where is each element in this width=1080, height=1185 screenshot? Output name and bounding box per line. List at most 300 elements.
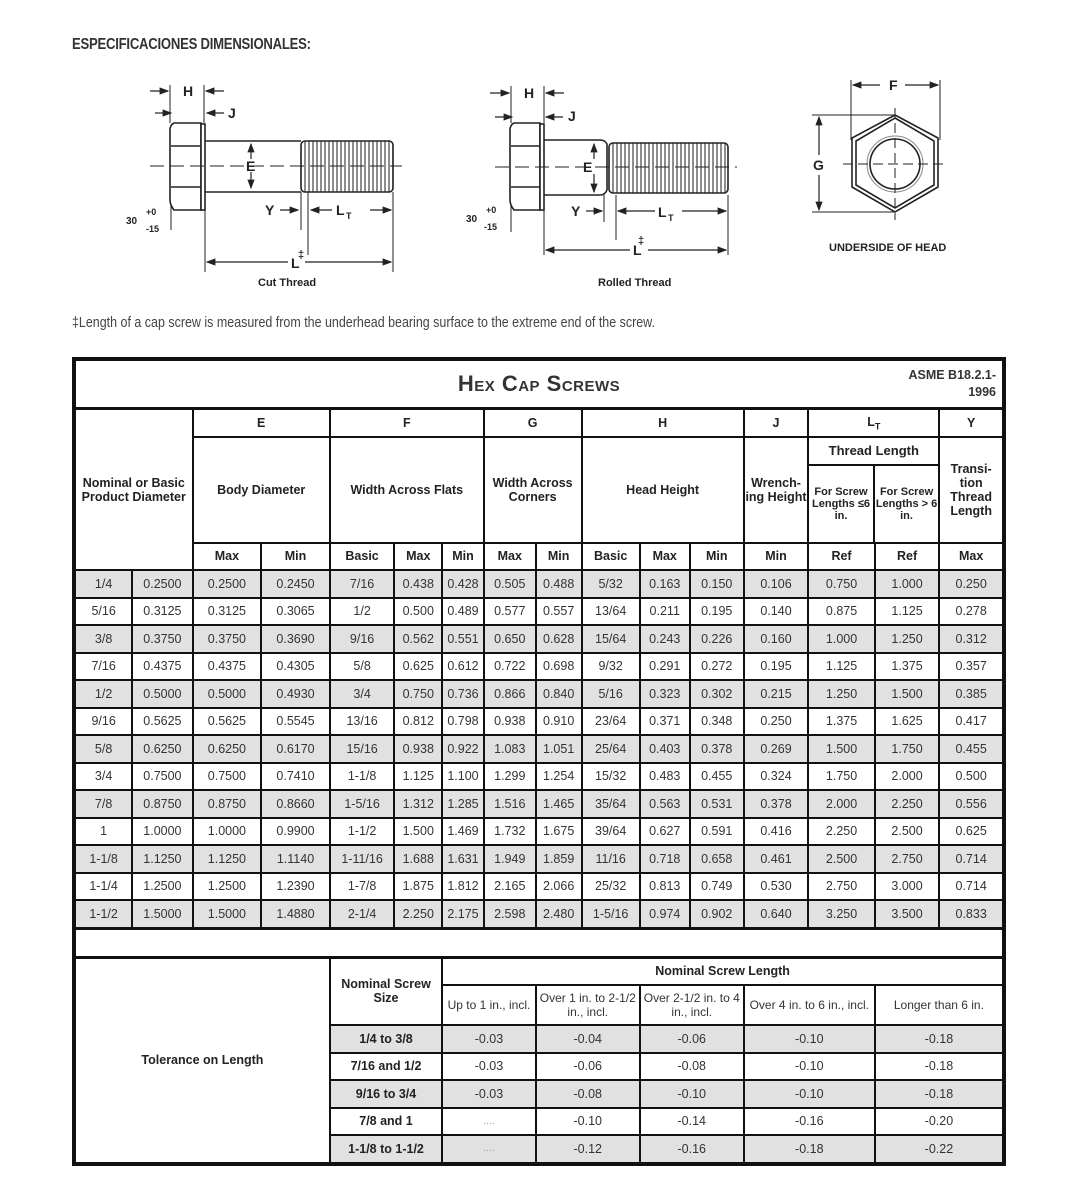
- table-cell: 7/8: [74, 790, 132, 818]
- table-cell: 0.8750: [132, 790, 192, 818]
- label-j: J: [228, 105, 236, 121]
- table-cell: 1-1/8: [330, 763, 394, 791]
- table-cell: 0.4375: [193, 653, 262, 681]
- table-cell: 0.3125: [132, 598, 192, 626]
- tolerance-length-column-header: Over 4 in. to 6 in., incl.: [744, 985, 875, 1025]
- table-cell: 1: [74, 818, 132, 846]
- table-cell: 1.250: [875, 625, 939, 653]
- header-head-height: Head Height: [582, 437, 744, 543]
- table-cell: 0.577: [484, 598, 536, 626]
- table-cell: 0.833: [939, 900, 1004, 928]
- table-cell: 1-5/16: [330, 790, 394, 818]
- table-cell: 1.625: [875, 708, 939, 736]
- table-cell: 1/2: [330, 598, 394, 626]
- label-lt: L: [336, 202, 345, 218]
- subheader-cell: Ref: [875, 543, 939, 571]
- length-footnote: ‡Length of a cap screw is measured from the underhead bearing surface to the extreme end of the screw.: [72, 315, 655, 331]
- table-cell: 5/8: [330, 653, 394, 681]
- table-cell: 0.5545: [261, 708, 330, 736]
- underside-caption: UNDERSIDE OF HEAD: [829, 242, 947, 254]
- table-row: [74, 845, 1004, 873]
- header-nominal-screw-size: Nominal Screw Size: [330, 957, 442, 1025]
- table-cell: 0.625: [394, 653, 442, 681]
- table-cell: 0.243: [640, 625, 690, 653]
- tolerance-value-cell: ....: [442, 1135, 536, 1164]
- table-cell: 0.8750: [193, 790, 262, 818]
- table-cell: 0.6250: [193, 735, 262, 763]
- tolerance-size-cell: 7/16 and 1/2: [330, 1053, 442, 1081]
- table-cell: 0.211: [640, 598, 690, 626]
- underside-of-head-drawing: [812, 80, 947, 220]
- table-cell: 2.250: [808, 818, 875, 846]
- header-thread-length-group: [808, 437, 939, 543]
- tolerance-value-cell: -0.06: [536, 1053, 640, 1081]
- header-for-gt6: For Screw Lengths > 6 in.: [875, 485, 938, 522]
- table-row: [74, 680, 1004, 708]
- table-cell: 25/32: [582, 873, 640, 901]
- tolerance-value-cell: -0.16: [640, 1135, 744, 1164]
- subheader-cell: Min: [442, 543, 484, 571]
- table-cell: 2.066: [536, 873, 582, 901]
- table-cell: 0.455: [939, 735, 1004, 763]
- header-letter-f: F: [330, 409, 484, 437]
- table-cell: 1.500: [808, 735, 875, 763]
- tolerance-value-cell: -0.18: [875, 1080, 1004, 1108]
- table-cell: 1.750: [875, 735, 939, 763]
- tolerance-length-column-header: Longer than 6 in.: [875, 985, 1004, 1025]
- subheader-cell: Basic: [582, 543, 640, 571]
- tolerance-value-cell: -0.18: [875, 1025, 1004, 1053]
- table-cell: 1.285: [442, 790, 484, 818]
- tolerance-value-cell: -0.10: [640, 1080, 744, 1108]
- table-cell: 0.640: [744, 900, 808, 928]
- table-cell: 0.714: [939, 845, 1004, 873]
- table-cell: 0.938: [394, 735, 442, 763]
- label-j: J: [568, 108, 576, 124]
- subheader-cell: Min: [690, 543, 744, 571]
- table-row: [74, 625, 1004, 653]
- label-dagger: ‡: [638, 235, 645, 247]
- table-cell: 9/16: [74, 708, 132, 736]
- subheader-cell: Max: [484, 543, 536, 571]
- label-tol-plus: +0: [146, 207, 157, 217]
- tolerance-value-cell: -0.04: [536, 1025, 640, 1053]
- cut-thread-drawing: [150, 85, 402, 272]
- table-cell: 1.2390: [261, 873, 330, 901]
- table-cell: 2.165: [484, 873, 536, 901]
- tolerance-value-cell: -0.22: [875, 1135, 1004, 1164]
- table-cell: 0.5000: [193, 680, 262, 708]
- tolerance-length-column-header: Up to 1 in., incl.: [442, 985, 536, 1025]
- table-cell: 0.9900: [261, 818, 330, 846]
- table-cell: 9/16: [330, 625, 394, 653]
- header-letter-h: H: [582, 409, 744, 437]
- label-f: F: [889, 77, 898, 93]
- header-for-le6: For Screw Lengths ≤6 in.: [809, 466, 875, 542]
- table-cell: 0.625: [939, 818, 1004, 846]
- table-cell: 1-1/2: [74, 900, 132, 928]
- table-cell: 23/64: [582, 708, 640, 736]
- table-cell: 1/2: [74, 680, 132, 708]
- table-cell: 0.7500: [132, 763, 192, 791]
- table-cell: 2.000: [808, 790, 875, 818]
- label-dagger: ‡: [298, 249, 305, 261]
- table-cell: 0.531: [690, 790, 744, 818]
- table-cell: 15/64: [582, 625, 640, 653]
- table-cell: 0.371: [640, 708, 690, 736]
- table-cell: 0.403: [640, 735, 690, 763]
- table-cell: 1.2500: [193, 873, 262, 901]
- table-cell: 0.428: [442, 570, 484, 598]
- table-cell: 0.5625: [193, 708, 262, 736]
- subheader-cell: Min: [536, 543, 582, 571]
- table-cell: 0.6170: [261, 735, 330, 763]
- tolerance-value-cell: -0.08: [640, 1053, 744, 1081]
- table-row: [74, 818, 1004, 846]
- table-cell: 1-1/4: [74, 873, 132, 901]
- table-cell: 0.718: [640, 845, 690, 873]
- table-cell: 1.000: [808, 625, 875, 653]
- table-cell: 2.500: [875, 818, 939, 846]
- table-row: [74, 570, 1004, 598]
- header-letter-lt: $L_T$: [808, 409, 939, 437]
- tolerance-value-cell: -0.10: [536, 1108, 640, 1136]
- label-angle: 30: [126, 216, 138, 227]
- table-cell: 0.140: [744, 598, 808, 626]
- table-cell: 0.5000: [132, 680, 192, 708]
- table-spacer: [74, 928, 1004, 957]
- table-cell: 0.250: [744, 708, 808, 736]
- table-row: [74, 900, 1004, 928]
- table-cell: 1-7/8: [330, 873, 394, 901]
- table-cell: 0.4930: [261, 680, 330, 708]
- table-cell: 2.598: [484, 900, 536, 928]
- label-y: Y: [265, 202, 275, 218]
- table-cell: 0.269: [744, 735, 808, 763]
- tolerance-value-cell: -0.10: [744, 1053, 875, 1081]
- table-cell: 0.840: [536, 680, 582, 708]
- header-letter-g: G: [484, 409, 582, 437]
- table-cell: 1-1/2: [330, 818, 394, 846]
- table-cell: 0.749: [690, 873, 744, 901]
- table-cell: 0.530: [744, 873, 808, 901]
- table-cell: 3/8: [74, 625, 132, 653]
- table-cell: 0.6250: [132, 735, 192, 763]
- rolled-thread-caption: Rolled Thread: [598, 277, 672, 289]
- label-e: E: [583, 159, 593, 175]
- table-cell: 2.750: [808, 873, 875, 901]
- table-cell: 1-11/16: [330, 845, 394, 873]
- table-row: [74, 790, 1004, 818]
- table-cell: 1.4880: [261, 900, 330, 928]
- table-cell: 0.323: [640, 680, 690, 708]
- table-cell: 0.902: [690, 900, 744, 928]
- tolerance-size-cell: 7/8 and 1: [330, 1108, 442, 1136]
- table-cell: 2.175: [442, 900, 484, 928]
- table-cell: 1.250: [808, 680, 875, 708]
- table-cell: 1.125: [808, 653, 875, 681]
- table-cell: 0.974: [640, 900, 690, 928]
- table-cell: 0.922: [442, 735, 484, 763]
- table-cell: 0.551: [442, 625, 484, 653]
- table-cell: 1.254: [536, 763, 582, 791]
- label-lt: L: [658, 204, 667, 220]
- table-cell: 3.000: [875, 873, 939, 901]
- tolerance-value-cell: -0.20: [875, 1108, 1004, 1136]
- table-cell: 0.378: [744, 790, 808, 818]
- subheader-cell: Basic: [330, 543, 394, 571]
- table-cell: 0.910: [536, 708, 582, 736]
- table-cell: 0.3750: [193, 625, 262, 653]
- tolerance-size-cell: 9/16 to 3/4: [330, 1080, 442, 1108]
- table-cell: 15/32: [582, 763, 640, 791]
- table-cell: 1.083: [484, 735, 536, 763]
- table-cell: 0.628: [536, 625, 582, 653]
- table-cell: 5/8: [74, 735, 132, 763]
- table-cell: 0.698: [536, 653, 582, 681]
- table-cell: 1.299: [484, 763, 536, 791]
- subheader-cell: Max: [939, 543, 1004, 571]
- table-cell: 1.500: [875, 680, 939, 708]
- label-h: H: [524, 85, 535, 101]
- table-cell: 0.438: [394, 570, 442, 598]
- table-cell: 0.7410: [261, 763, 330, 791]
- table-cell: 0.505: [484, 570, 536, 598]
- table-cell: 0.489: [442, 598, 484, 626]
- table-cell: 0.2450: [261, 570, 330, 598]
- table-cell: 0.500: [394, 598, 442, 626]
- label-y: Y: [571, 203, 581, 219]
- table-cell: 0.658: [690, 845, 744, 873]
- table-cell: 2.500: [808, 845, 875, 873]
- subheader-cell: Max: [640, 543, 690, 571]
- table-cell: 2.250: [394, 900, 442, 928]
- header-nominal: Nominal or Basic Product Diameter: [74, 409, 193, 571]
- header-letter-j: J: [744, 409, 808, 437]
- table-cell: 0.3125: [193, 598, 262, 626]
- table-cell: 7/16: [330, 570, 394, 598]
- table-cell: 0.461: [744, 845, 808, 873]
- tolerance-value-cell: -0.03: [442, 1025, 536, 1053]
- table-cell: 5/16: [74, 598, 132, 626]
- table-cell: 0.3065: [261, 598, 330, 626]
- table-cell: 0.385: [939, 680, 1004, 708]
- table-cell: 0.455: [690, 763, 744, 791]
- table-cell: 3.250: [808, 900, 875, 928]
- table-cell: 15/16: [330, 735, 394, 763]
- table-cell: 1.375: [875, 653, 939, 681]
- table-cell: 0.812: [394, 708, 442, 736]
- table-cell: 0.750: [394, 680, 442, 708]
- table-cell: 0.750: [808, 570, 875, 598]
- tolerance-value-cell: -0.18: [744, 1135, 875, 1164]
- table-cell: 1.0000: [132, 818, 192, 846]
- label-tol-minus: -15: [484, 222, 498, 232]
- tolerance-value-cell: -0.12: [536, 1135, 640, 1164]
- header-width-corners: Width Across Corners: [484, 437, 582, 543]
- table-cell: 0.2500: [193, 570, 262, 598]
- table-cell: 3.500: [875, 900, 939, 928]
- table-cell: 1.5000: [193, 900, 262, 928]
- table-cell: 0.650: [484, 625, 536, 653]
- table-cell: 1-1/8: [74, 845, 132, 873]
- table-cell: 1.312: [394, 790, 442, 818]
- table-cell: 5/16: [582, 680, 640, 708]
- tolerance-size-cell: 1-1/8 to 1-1/2: [330, 1135, 442, 1164]
- table-cell: 0.3690: [261, 625, 330, 653]
- table-cell: 0.612: [442, 653, 484, 681]
- table-title-cell: [74, 359, 1004, 409]
- dimension-drawings: [0, 70, 1080, 300]
- table-cell: 1.812: [442, 873, 484, 901]
- label-e: E: [246, 158, 256, 174]
- table-cell: 0.8660: [261, 790, 330, 818]
- label-l: L: [291, 255, 300, 271]
- table-cell: 2.250: [875, 790, 939, 818]
- table-row: [74, 708, 1004, 736]
- rolled-thread-drawing: [490, 86, 737, 255]
- table-cell: 0.106: [744, 570, 808, 598]
- subheader-cell: Max: [193, 543, 262, 571]
- table-cell: 0.215: [744, 680, 808, 708]
- table-cell: 7/16: [74, 653, 132, 681]
- table-cell: 2.750: [875, 845, 939, 873]
- table-cell: 0.163: [640, 570, 690, 598]
- standard-reference: ASME B18.2.1- 1996: [908, 368, 996, 399]
- table-cell: 1.675: [536, 818, 582, 846]
- tolerance-size-cell: 1/4 to 3/8: [330, 1025, 442, 1053]
- table-cell: 0.302: [690, 680, 744, 708]
- subheader-cell: Min: [744, 543, 808, 571]
- table-cell: 2-1/4: [330, 900, 394, 928]
- label-angle: 30: [466, 214, 478, 225]
- subheader-cell: Ref: [808, 543, 875, 571]
- label-tol-plus: +0: [486, 205, 497, 215]
- table-cell: 0.416: [744, 818, 808, 846]
- table-cell: 1.500: [394, 818, 442, 846]
- table-cell: 0.736: [442, 680, 484, 708]
- table-cell: 1.100: [442, 763, 484, 791]
- table-row: [74, 735, 1004, 763]
- table-cell: 0.324: [744, 763, 808, 791]
- table-cell: 0.798: [442, 708, 484, 736]
- cut-thread-caption: Cut Thread: [258, 277, 317, 289]
- label-lt-sub: T: [668, 213, 674, 223]
- table-cell: 1.000: [875, 570, 939, 598]
- table-cell: 0.4375: [132, 653, 192, 681]
- table-cell: 0.557: [536, 598, 582, 626]
- table-cell: 1.051: [536, 735, 582, 763]
- table-cell: 0.488: [536, 570, 582, 598]
- table-cell: 1.732: [484, 818, 536, 846]
- table-cell: 0.195: [744, 653, 808, 681]
- table-cell: 0.357: [939, 653, 1004, 681]
- table-cell: 1.2500: [132, 873, 192, 901]
- table-cell: 3/4: [74, 763, 132, 791]
- table-row: [74, 873, 1004, 901]
- table-cell: 0.4305: [261, 653, 330, 681]
- table-cell: 1.516: [484, 790, 536, 818]
- table-cell: 0.627: [640, 818, 690, 846]
- table-cell: 1.631: [442, 845, 484, 873]
- table-cell: 25/64: [582, 735, 640, 763]
- table-cell: 1.875: [394, 873, 442, 901]
- table-cell: 9/32: [582, 653, 640, 681]
- table-cell: 0.591: [690, 818, 744, 846]
- table-cell: 0.722: [484, 653, 536, 681]
- header-wrenching-height: Wrench-ing Height: [744, 437, 808, 543]
- table-cell: 0.278: [939, 598, 1004, 626]
- table-cell: 1.469: [442, 818, 484, 846]
- table-row: [74, 598, 1004, 626]
- table-cell: 13/16: [330, 708, 394, 736]
- table-cell: 0.195: [690, 598, 744, 626]
- table-cell: 1.465: [536, 790, 582, 818]
- table-cell: 1.125: [394, 763, 442, 791]
- table-cell: 1.1250: [193, 845, 262, 873]
- table-cell: 1.1140: [261, 845, 330, 873]
- table-cell: 0.483: [640, 763, 690, 791]
- table-cell: 0.348: [690, 708, 744, 736]
- table-cell: 1.5000: [132, 900, 192, 928]
- label-g: G: [813, 157, 824, 173]
- table-cell: 0.160: [744, 625, 808, 653]
- table-cell: 0.938: [484, 708, 536, 736]
- tolerance-value-cell: -0.18: [875, 1053, 1004, 1081]
- table-cell: 0.866: [484, 680, 536, 708]
- table-cell: 0.417: [939, 708, 1004, 736]
- tolerance-label: Tolerance on Length: [74, 957, 330, 1164]
- label-h: H: [183, 83, 194, 99]
- header-transition: Transi-tion Thread Length: [939, 437, 1004, 543]
- table-cell: 1.949: [484, 845, 536, 873]
- tolerance-length-column-header: Over 2-1/2 in. to 4 in., incl.: [640, 985, 744, 1025]
- table-cell: 0.3750: [132, 625, 192, 653]
- table-cell: 39/64: [582, 818, 640, 846]
- tolerance-value-cell: ....: [442, 1108, 536, 1136]
- table-cell: 1.125: [875, 598, 939, 626]
- table-cell: 0.500: [939, 763, 1004, 791]
- table-cell: 0.5625: [132, 708, 192, 736]
- table-row: [74, 653, 1004, 681]
- table-cell: 1.688: [394, 845, 442, 873]
- tolerance-value-cell: -0.16: [744, 1108, 875, 1136]
- table-cell: 0.250: [939, 570, 1004, 598]
- table-cell: 11/16: [582, 845, 640, 873]
- tolerance-value-cell: -0.03: [442, 1053, 536, 1081]
- table-cell: 0.562: [394, 625, 442, 653]
- hex-cap-screws-table: [72, 357, 1006, 1166]
- table-cell: 0.291: [640, 653, 690, 681]
- table-cell: 0.312: [939, 625, 1004, 653]
- table-row: [74, 763, 1004, 791]
- table-cell: 0.150: [690, 570, 744, 598]
- table-cell: 1.1250: [132, 845, 192, 873]
- header-body-diameter: Body Diameter: [193, 437, 330, 543]
- table-cell: 0.714: [939, 873, 1004, 901]
- label-tol-minus: -15: [146, 224, 160, 234]
- header-width-flats: Width Across Flats: [330, 437, 484, 543]
- label-lt-sub: T: [346, 211, 352, 221]
- table-cell: 1.0000: [193, 818, 262, 846]
- table-cell: 1.375: [808, 708, 875, 736]
- label-l: L: [633, 242, 642, 258]
- table-cell: 1/4: [74, 570, 132, 598]
- table-cell: 2.480: [536, 900, 582, 928]
- subheader-cell: Min: [261, 543, 330, 571]
- table-cell: 13/64: [582, 598, 640, 626]
- table-cell: 0.2500: [132, 570, 192, 598]
